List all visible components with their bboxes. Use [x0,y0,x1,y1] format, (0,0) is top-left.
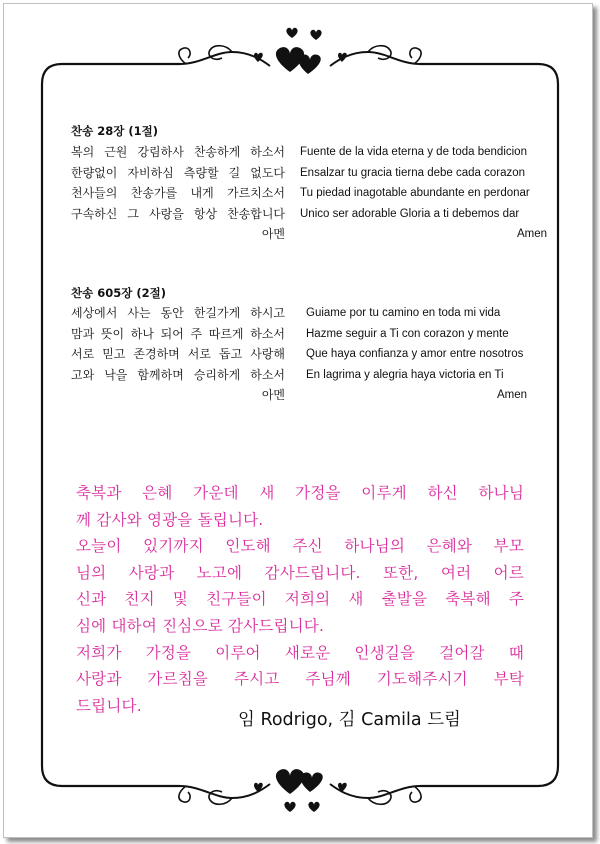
hymn1-korean-lyrics [71,142,285,245]
hymn1-korean-line: 구속하신 그 사랑을 항상 찬송합니다 [71,206,285,221]
message-line: 저희가 가정을 이루어 새로운 인생길을 걸어갈 때 [76,643,524,662]
message-line: 신과 친지 및 친구들이 저희의 새 출발을 축복해 주 [76,590,524,609]
hymn2-korean-lyrics [71,303,285,406]
hymn2-spanish-line: Guiame por tu camino en toda mi vida [306,307,501,319]
hymn2-korean-line: 서로 믿고 존경하며 서로 돕고 사랑해 [71,347,285,361]
hymn2-korean-amen: 아멘 [261,388,285,402]
message-line: 께 감사와 영광을 돌립니다. [76,510,264,529]
message-line: 사랑과 가르침을 주시고 주님께 기도해주시기 부탁 [76,670,524,689]
hymn2-spanish-line: Hazme seguir a Ti con corazon y mente [306,327,509,340]
bottom-heart-ornament-icon [179,769,421,812]
hymn1-title: 찬송 28장 (1절) [71,124,158,138]
hymn2-spanish-line: Que haya confianza y amor entre nosotros [306,348,524,360]
hymn1-korean-amen: 아멘 [261,227,285,241]
message-line: 님의 사랑과 노고에 감사드립니다. 또한, 여러 어르 [76,563,524,582]
message-line: 축복과 은혜 가운데 새 가정을 이루게 하신 하나님 [76,484,524,502]
hymn2-title: 찬송 605장 (2절) [71,286,166,300]
hymn1-spanish-line: Unico ser adorable Gloria a ti debemos dar [300,207,520,220]
hymn1-korean-line: 천사들의 찬송가를 내게 가르치소서 [71,186,285,200]
hymn1-spanish-line: Fuente de la vida eterna y de toda bendicion [300,146,527,158]
hymn1-spanish-line: Ensalzar tu gracia tierna debe cada corazon [300,166,526,179]
message-line: 심에 대하여 진심으로 감사드립니다. [76,616,325,635]
hymn1-spanish-amen: Amen [516,228,547,240]
hymn1-spanish-line: Tu piedad inagotable abundante en perdonar [300,187,530,199]
message-line: 드립니다. [76,696,142,715]
hymn2-spanish-line: En lagrima y alegria haya victoria en Ti [306,368,504,381]
top-heart-ornament-icon [179,28,421,74]
hymn2-korean-line: 세상에서 사는 동안 한길가게 하시고 [71,306,285,320]
hymn1-korean-line: 한량없이 자비하심 측량할 길 없도다 [71,165,285,180]
hymn2-korean-line: 고와 낙을 함께하며 승리하게 하소서 [71,367,285,382]
hymn1-spanish-lyrics [300,142,547,245]
signature: 임 Rodrigo, 김 Camila 드림 [238,710,461,730]
hymn2-spanish-amen: Amen [496,389,527,401]
hymn2-spanish-lyrics [306,303,527,406]
hymn2-korean-line: 맘과 뜻이 하나 되어 주 따르게 하소서 [71,326,285,341]
thank-you-message [76,480,524,719]
message-line: 오늘이 있기까지 인도해 주신 하나님의 은혜와 부모 [76,537,524,556]
hymn1-korean-line: 복의 근원 강림하사 찬송하게 하소서 [71,145,285,159]
